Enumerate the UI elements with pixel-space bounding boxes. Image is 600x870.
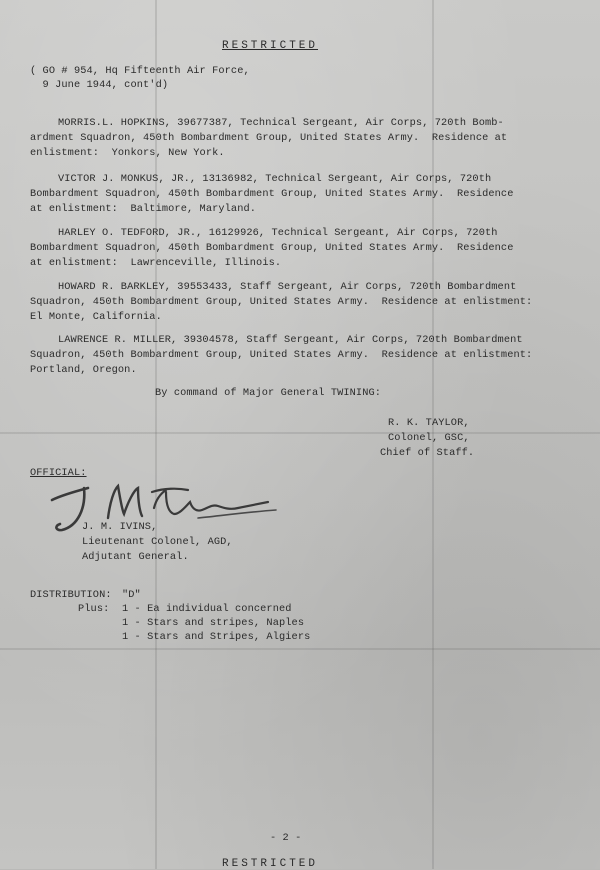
distribution-code: "D" (122, 589, 141, 601)
chief-of-staff-name: R. K. TAYLOR, (388, 417, 470, 429)
order-reference: ( GO # 954, Hq Fifteenth Air Force, (30, 65, 250, 77)
citation-line: enlistment: Yonkors, New York. (30, 147, 225, 159)
order-reference: 9 June 1944, cont'd) (30, 79, 169, 91)
distribution-item: 1 - Ea individual concerned (122, 603, 292, 615)
adjutant-rank: Lieutenant Colonel, AGD, (82, 536, 233, 548)
citation-line: ardment Squadron, 450th Bombardment Group, United States Army. Residence at (30, 132, 508, 144)
citation-line: LAWRENCE R. MILLER, 39304578, Staff Sergeant, Air Corps, 720th Bombardment (58, 334, 523, 346)
adjutant-name: J. M. IVINS, (82, 521, 158, 533)
distribution-item: 1 - Stars and Stripes, Algiers (122, 631, 311, 643)
citation-line: El Monte, California. (30, 311, 162, 323)
adjutant-title: Adjutant General. (82, 551, 189, 563)
fold-crease (0, 648, 600, 650)
citation-line: Squadron, 450th Bombardment Group, United States Army. Residence at enlistment: (30, 296, 533, 308)
citation-line: Bombardment Squadron, 450th Bombardment Group, United States Army. Residence (30, 188, 514, 200)
citation-line: HOWARD R. BARKLEY, 39553433, Staff Sergeant, Air Corps, 720th Bombardment (58, 281, 517, 293)
page-number: - 2 - (270, 832, 302, 844)
fold-crease (0, 432, 600, 434)
distribution-label: DISTRIBUTION: (30, 589, 112, 601)
citation-line: VICTOR J. MONKUS, JR., 13136982, Technical Sergeant, Air Corps, 720th (58, 173, 492, 185)
citation-line: HARLEY O. TEDFORD, JR., 16129926, Technical Sergeant, Air Corps, 720th (58, 227, 498, 239)
citation-line: Squadron, 450th Bombardment Group, United States Army. Residence at enlistment: (30, 349, 533, 361)
citation-line: Bombardment Squadron, 450th Bombardment Group, United States Army. Residence (30, 242, 514, 254)
official-label: OFFICIAL: (30, 467, 87, 479)
classification-header: RESTRICTED (222, 40, 319, 52)
plus-label: Plus: (78, 603, 110, 615)
citation-line: at enlistment: Lawrenceville, Illinois. (30, 257, 282, 269)
citation-line: Portland, Oregon. (30, 364, 137, 376)
distribution-item: 1 - Stars and stripes, Naples (122, 617, 305, 629)
command-line: By command of Major General TWINING: (155, 387, 382, 399)
chief-of-staff-title: Chief of Staff. (380, 447, 475, 459)
classification-footer: RESTRICTED (222, 858, 319, 870)
chief-of-staff-rank: Colonel, GSC, (388, 432, 470, 444)
citation-line: MORRIS.L. HOPKINS, 39677387, Technical Sergeant, Air Corps, 720th Bomb- (58, 117, 504, 129)
citation-line: at enlistment: Baltimore, Maryland. (30, 203, 257, 215)
